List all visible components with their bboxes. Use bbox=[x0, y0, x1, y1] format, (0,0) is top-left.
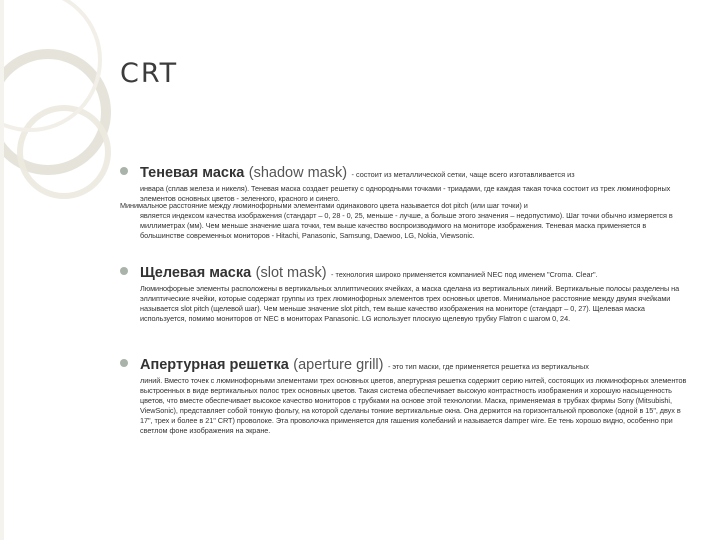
section-heading bbox=[140, 355, 688, 376]
slide-title: CRT bbox=[120, 58, 179, 89]
heading-tail: - состоит из металлической сетки, чаще всего изготавливается из bbox=[351, 170, 575, 179]
section-dot-pitch bbox=[120, 201, 688, 241]
bullet-icon bbox=[120, 167, 128, 175]
section-heading bbox=[140, 163, 688, 184]
section-shadow-mask bbox=[140, 163, 688, 204]
section-aperture-grill bbox=[140, 355, 688, 436]
heading-bold: Теневая маска bbox=[140, 165, 245, 181]
heading-bold: Щелевая маска bbox=[140, 265, 252, 281]
section-body: линий. Вместо точек с люминофорными элементами трех основных цветов, апертурная решетка содержит серию нитей, состоящих из люминофорных элементов выстроенных в виде вертикальных полос трех основных цветов. Такая система обеспечивает высокую контрастность изображения и хорошую насыщенность цветов, что вместе обеспечивает высокое качество мониторов с трубками на основе этой технологии. Маска, применяемая в трубках фирмы Sony (Mitsubishi, ViewSonic), представляет собой тонкую фольгу, на которой сделаны тонкие вертикальные окна. Она держится на горизонтальной проволоке (одной в 15", двух в 17", трех и более в 21" CRT) проволоке. Эта проволочка применяется для гашения колебаний и называется damper wire. Ее тень хорошо видно, особенно при светлом фоне изображения на экране. bbox=[140, 376, 687, 435]
heading-term: (aperture grill) bbox=[293, 357, 384, 373]
section-body-lead: Минимальное расстояние между люминофорными элементами одинакового цвета называется dot pitch (или шаг точки) и bbox=[120, 201, 528, 210]
section-body: Люминофорные элементы расположены в вертикальных эллиптических ячейках, а маска сделана из вертикальных линий. Вертикальные полосы разделены на эллиптические ячейки, которые содержат группы из трех люминофорных элементов трех основных цветов. Минимальное расстояние между двумя ячейками называется slot pitch (щелевой шаг). Чем меньше значение slot pitch, тем выше качество изображения на мониторе (стандарт – 0, 27). Щелевая маска используется, помимо мониторов от NEC в мониторах Panasonic. LG использует плоскую щелевую трубку Flatron с шагом 0, 24. bbox=[140, 284, 680, 323]
heading-tail: - это тип маски, где применяется решетка из вертикальных bbox=[387, 362, 589, 371]
section-body: является индексом качества изображения (стандарт – 0, 28 - 0, 25, меньше - лучше, а больше этого значения – недопустимо). Шаг точки обычно измеряется в миллиметрах (мм). Чем меньше значение шага точки, тем выше качество воспроизводимого на мониторе изображения. Теневая маска применяется в большинстве современных мониторов - Hitachi, Panasonic, Samsung, Daewoo, LG, Nokia, Viewsonic. bbox=[140, 211, 673, 240]
heading-term: (shadow mask) bbox=[248, 165, 348, 181]
section-heading bbox=[140, 263, 688, 284]
heading-term: (slot mask) bbox=[255, 265, 327, 281]
section-body: инвара (сплав железа и никеля). Теневая маска создает решетку с однородными точками - триадами, где каждая такая точка состоит из трех люминофорных элементов основных цветов - зеленного, красного и синего. bbox=[140, 184, 671, 203]
section-slot-mask bbox=[140, 263, 688, 324]
bullet-icon bbox=[120, 267, 128, 275]
heading-bold: Апертурная решетка bbox=[140, 357, 289, 373]
heading-tail: - технология широко применяется компанией NEC под именем "Croma. Clear". bbox=[331, 270, 598, 279]
bullet-icon bbox=[120, 359, 128, 367]
